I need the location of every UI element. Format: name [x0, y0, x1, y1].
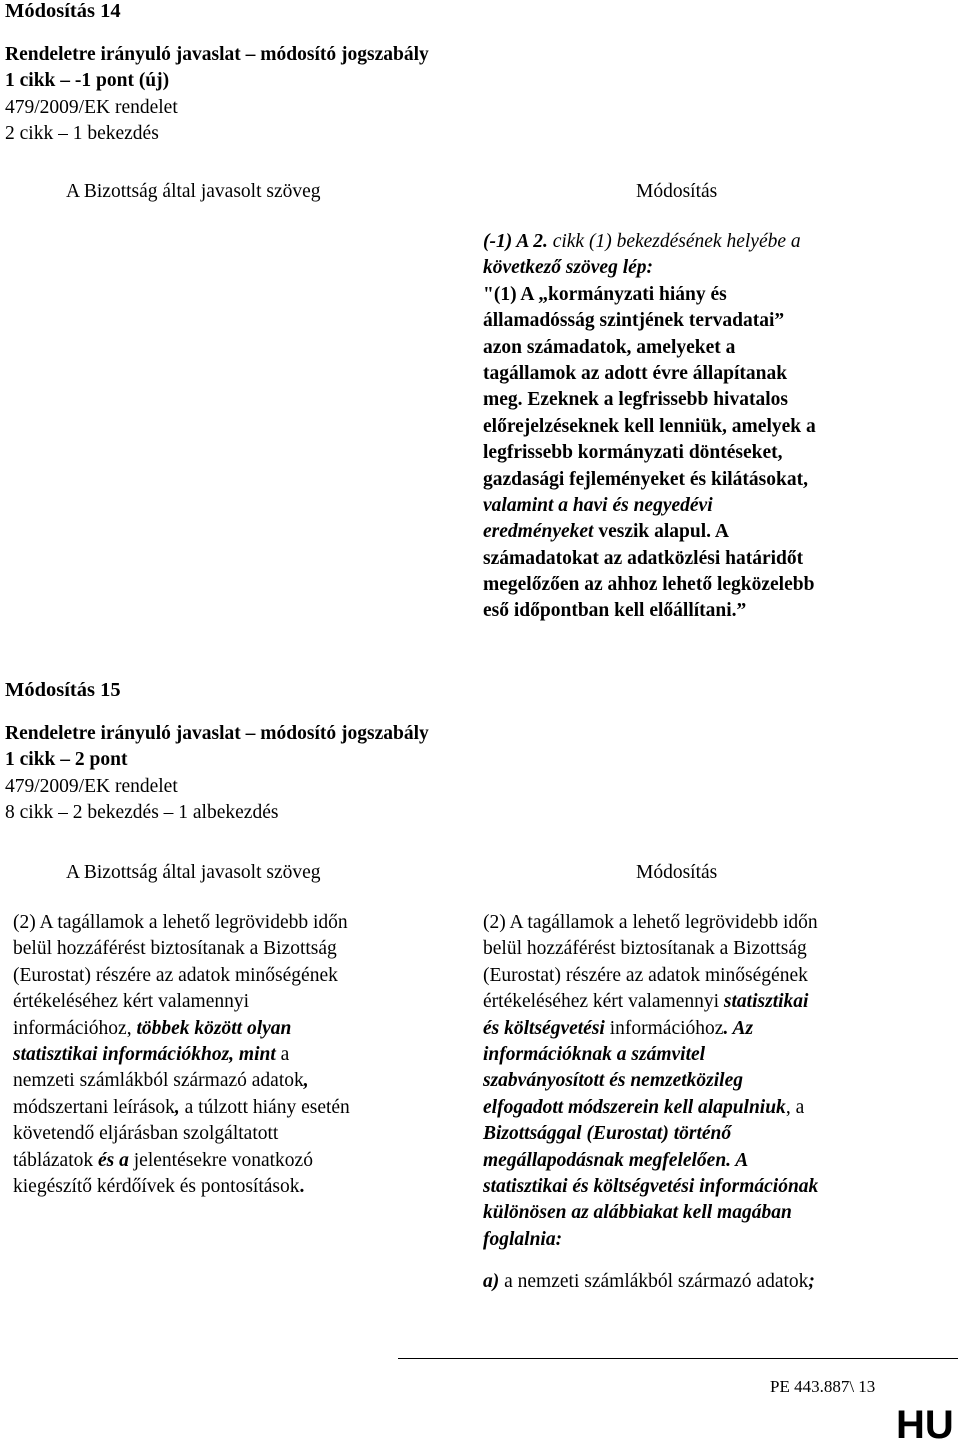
text-line: elfogadott módszerein kell alapulniuk, a	[483, 1096, 805, 1118]
text-line: következő szöveg lép:	[483, 257, 654, 279]
text-line: eső időpontban kell előállítani.”	[483, 600, 747, 622]
amendment-15-title: Módosítás 15	[5, 679, 121, 701]
text-line: statisztikai információkhoz, mint a	[13, 1043, 290, 1065]
amendment-15-proposal: Rendeletre irányuló javaslat – módosító jogszabály	[5, 723, 429, 744]
text-line: "(1) A „kormányzati hiány és	[483, 283, 727, 305]
amendment-15-header	[5, 677, 429, 827]
text-line: (Eurostat) részére az adatok minőségének	[483, 964, 808, 986]
text-line: információknak a számvitel	[483, 1043, 706, 1065]
amendment-14-paragraph: 2 cikk – 1 bekezdés	[5, 123, 159, 145]
text-line: értékeléséhez kért valamennyi	[13, 991, 250, 1013]
text-line: módszertani leírások, a túlzott hiány esetén	[13, 1096, 350, 1118]
amendment-15-paragraph: 8 cikk – 2 bekezdés – 1 albekezdés	[5, 802, 279, 824]
text-line: követendő eljárásban szolgáltatott	[13, 1123, 279, 1145]
text-line: gazdasági fejleményeket és kilátásokat,	[483, 468, 808, 490]
text-line: (2) A tagállamok a lehető legrövidebb időn	[483, 912, 818, 933]
amendment-15-left-column-head: A Bizottság által javasolt szöveg	[66, 862, 321, 883]
text-line: a) a nemzeti számlákból származó adatok;	[483, 1271, 815, 1293]
text-line: tagállamok az adott évre állapítanak	[483, 362, 788, 384]
text-line: meg. Ezeknek a legfrissebb hivatalos	[483, 389, 788, 411]
amendment-14-proposal: Rendeletre irányuló javaslat – módosító jogszabály	[5, 44, 429, 65]
text-line: nemzeti számlákból származó adatok,	[13, 1070, 309, 1092]
text-line: belül hozzáférést biztosítanak a Bizottság	[13, 938, 337, 960]
amendment-15-left-text	[13, 910, 350, 1200]
text-line: értékeléséhez kért valamennyi statisztikai	[483, 991, 809, 1013]
text-line: szabványosított és nemzetközileg	[483, 1070, 743, 1092]
text-line: államadósság szintjének tervadatai”	[483, 310, 785, 332]
text-line: előrejelzéseknek kell lenniük, amelyek a	[483, 415, 816, 437]
text-line-spacer	[483, 1253, 818, 1269]
footer-divider	[398, 1358, 958, 1359]
text-line: és költségvetési információhoz. Az	[483, 1017, 754, 1039]
amendment-14-right-text	[483, 229, 816, 625]
text-line: (-1) A 2. cikk (1) bekezdésének helyébe a	[483, 231, 801, 252]
text-line: eredményeket veszik alapul. A	[483, 521, 729, 543]
amendment-15-regulation: 479/2009/EK rendelet	[5, 775, 178, 797]
text-line: foglalnia:	[483, 1228, 563, 1250]
text-line: számadatokat az adatközlési határidőt	[483, 547, 804, 569]
amendment-15-right-column-head: Módosítás	[636, 862, 718, 883]
amendment-14-left-column-head: A Bizottság által javasolt szöveg	[66, 181, 321, 202]
text-line: belül hozzáférést biztosítanak a Bizottság	[483, 938, 807, 960]
amendment-15-right-text	[483, 910, 818, 1295]
text-line: Bizottsággal (Eurostat) történő	[483, 1123, 732, 1145]
amendment-14-title: Módosítás 14	[5, 0, 121, 22]
amendment-14-regulation: 479/2009/EK rendelet	[5, 96, 178, 118]
text-line: táblázatok és a jelentésekre vonatkozó	[13, 1149, 313, 1171]
amendment-14-right-column-head: Módosítás	[636, 181, 718, 202]
text-line: legfrissebb kormányzati döntéseket,	[483, 442, 783, 464]
amendment-14-header	[5, 0, 429, 148]
footer-language-code: HU	[896, 1403, 954, 1447]
text-line: különösen az alábbiakat kell magában	[483, 1202, 792, 1224]
text-line: információhoz, többek között olyan	[13, 1017, 292, 1039]
text-line: megelőzően az ahhoz lehető legközelebb	[483, 574, 815, 596]
text-line: (2) A tagállamok a lehető legrövidebb időn	[13, 912, 348, 933]
text-line: kiegészítő kérdőívek és pontosítások.	[13, 1175, 305, 1197]
text-line: (Eurostat) részére az adatok minőségének	[13, 964, 338, 986]
footer-pe-number: PE 443.887\ 13	[770, 1377, 876, 1396]
text-line: valamint a havi és negyedévi	[483, 494, 713, 516]
text-line: statisztikai és költségvetési információnak	[483, 1175, 819, 1197]
text-line: azon számadatok, amelyeket a	[483, 336, 736, 358]
amendment-15-article: 1 cikk – 2 pont	[5, 749, 128, 771]
amendment-14-article: 1 cikk – -1 pont (új)	[5, 70, 170, 92]
text-line: megállapodásnak megfelelően. A	[483, 1149, 749, 1171]
